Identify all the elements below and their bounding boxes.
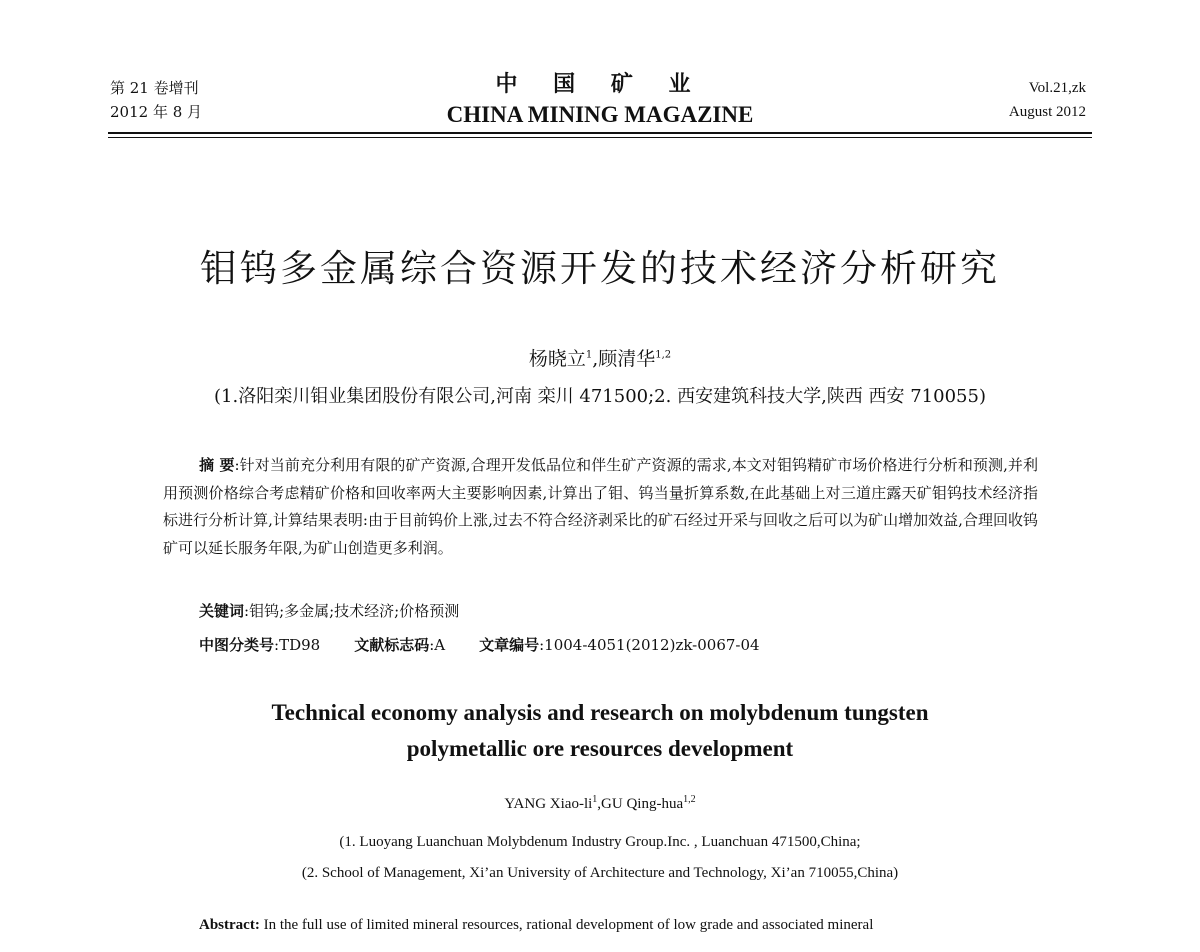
title-en-line: Technical economy analysis and research on molybdenum tungsten xyxy=(271,700,929,725)
header-rule-thick xyxy=(108,132,1092,134)
classification-line xyxy=(199,634,760,655)
author-affil-mark: 1,2 xyxy=(655,349,672,361)
abstract-text-cn: :针对当前充分利用有限的矿产资源,合理开发低品位和伴生矿产资源的需求,本文对钼钨精矿市场价格进行分析和预测,并利用预测价格综合考虑精矿价格和回收率两大主要影响因素,计算出了钼、钨当量折算系数,在此基础上对三道庄露天矿钼钨技术经济指标进行分析计算,计算结果表明:由于目前钨价上涨,过去不符合经济剥采比的矿石经过开采与回收之后可以为矿山增加效益,合理回收钨矿可以延长服务年限,为矿山创造更多利润。 xyxy=(163,456,1038,557)
clc-label: 中图分类号 xyxy=(199,636,275,654)
author-separator: , xyxy=(592,348,599,370)
title-en-line: polymetallic ore resources development xyxy=(406,736,794,761)
keywords-label: 关键词 xyxy=(199,602,245,620)
clc-value: :TD98 xyxy=(274,636,321,654)
abstract-cn xyxy=(163,452,1038,562)
author-separator: , xyxy=(597,796,602,812)
journal-name-en: CHINA MINING MAGAZINE xyxy=(446,102,754,127)
article-title-cn: 钼钨多金属综合资源开发的技术经济分析研究 xyxy=(200,247,1000,290)
volume-issue-cn: 第 21 卷增刊 xyxy=(110,79,199,97)
affiliation-en-line: (1. Luoyang Luanchuan Molybdenum Industry Group.Inc. , Luanchuan 471500,China; xyxy=(339,834,861,850)
abstract-en xyxy=(199,917,1079,934)
running-header-right xyxy=(1009,76,1086,124)
abstract-label-en: Abstract: xyxy=(199,917,260,933)
volume-issue-en: Vol.21,zk xyxy=(1028,80,1086,96)
journal-name-cn: 中 国 矿 业 xyxy=(495,72,705,97)
author-name: GU Qing-hua xyxy=(601,796,684,812)
doc-code-label: 文献标志码 xyxy=(354,636,430,654)
affiliation-en-line: (2. School of Management, Xi’an University of Architecture and Technology, Xi’an 710055,China) xyxy=(301,865,899,881)
date-en: August 2012 xyxy=(1008,104,1086,120)
doc-code-value: :A xyxy=(429,636,446,654)
author-affil-mark: 1 xyxy=(585,349,593,361)
affiliation-en xyxy=(0,827,1200,889)
author-affil-mark: 1 xyxy=(592,794,598,805)
authors-en xyxy=(0,796,1200,813)
affiliation-cn: (1.洛阳栾川钼业集团股份有限公司,河南 栾川 471500;2. 西安建筑科技大学,陕西 西安 710055) xyxy=(214,386,986,407)
author-affil-mark: 1,2 xyxy=(683,794,696,805)
abstract-label-cn: 摘 要 xyxy=(199,456,235,474)
article-number-label: 文章编号 xyxy=(479,636,540,654)
keywords-text: :钼钨;多金属;技术经济;价格预测 xyxy=(244,602,460,620)
abstract-text-en: In the full use of limited mineral resources, rational development of low grade and associated mineral xyxy=(259,917,874,933)
article-title-en xyxy=(0,695,1200,767)
author-name: 杨晓立 xyxy=(528,348,586,370)
article-number-value: :1004-4051(2012)zk-0067-04 xyxy=(539,636,760,654)
author-name: 顾清华 xyxy=(598,348,656,370)
keywords-cn xyxy=(199,600,459,621)
header-rule-thin xyxy=(108,137,1092,138)
date-cn: 2012 年 8 月 xyxy=(110,103,203,121)
authors-cn xyxy=(0,344,1200,371)
author-name: YANG Xiao-li xyxy=(504,796,593,812)
